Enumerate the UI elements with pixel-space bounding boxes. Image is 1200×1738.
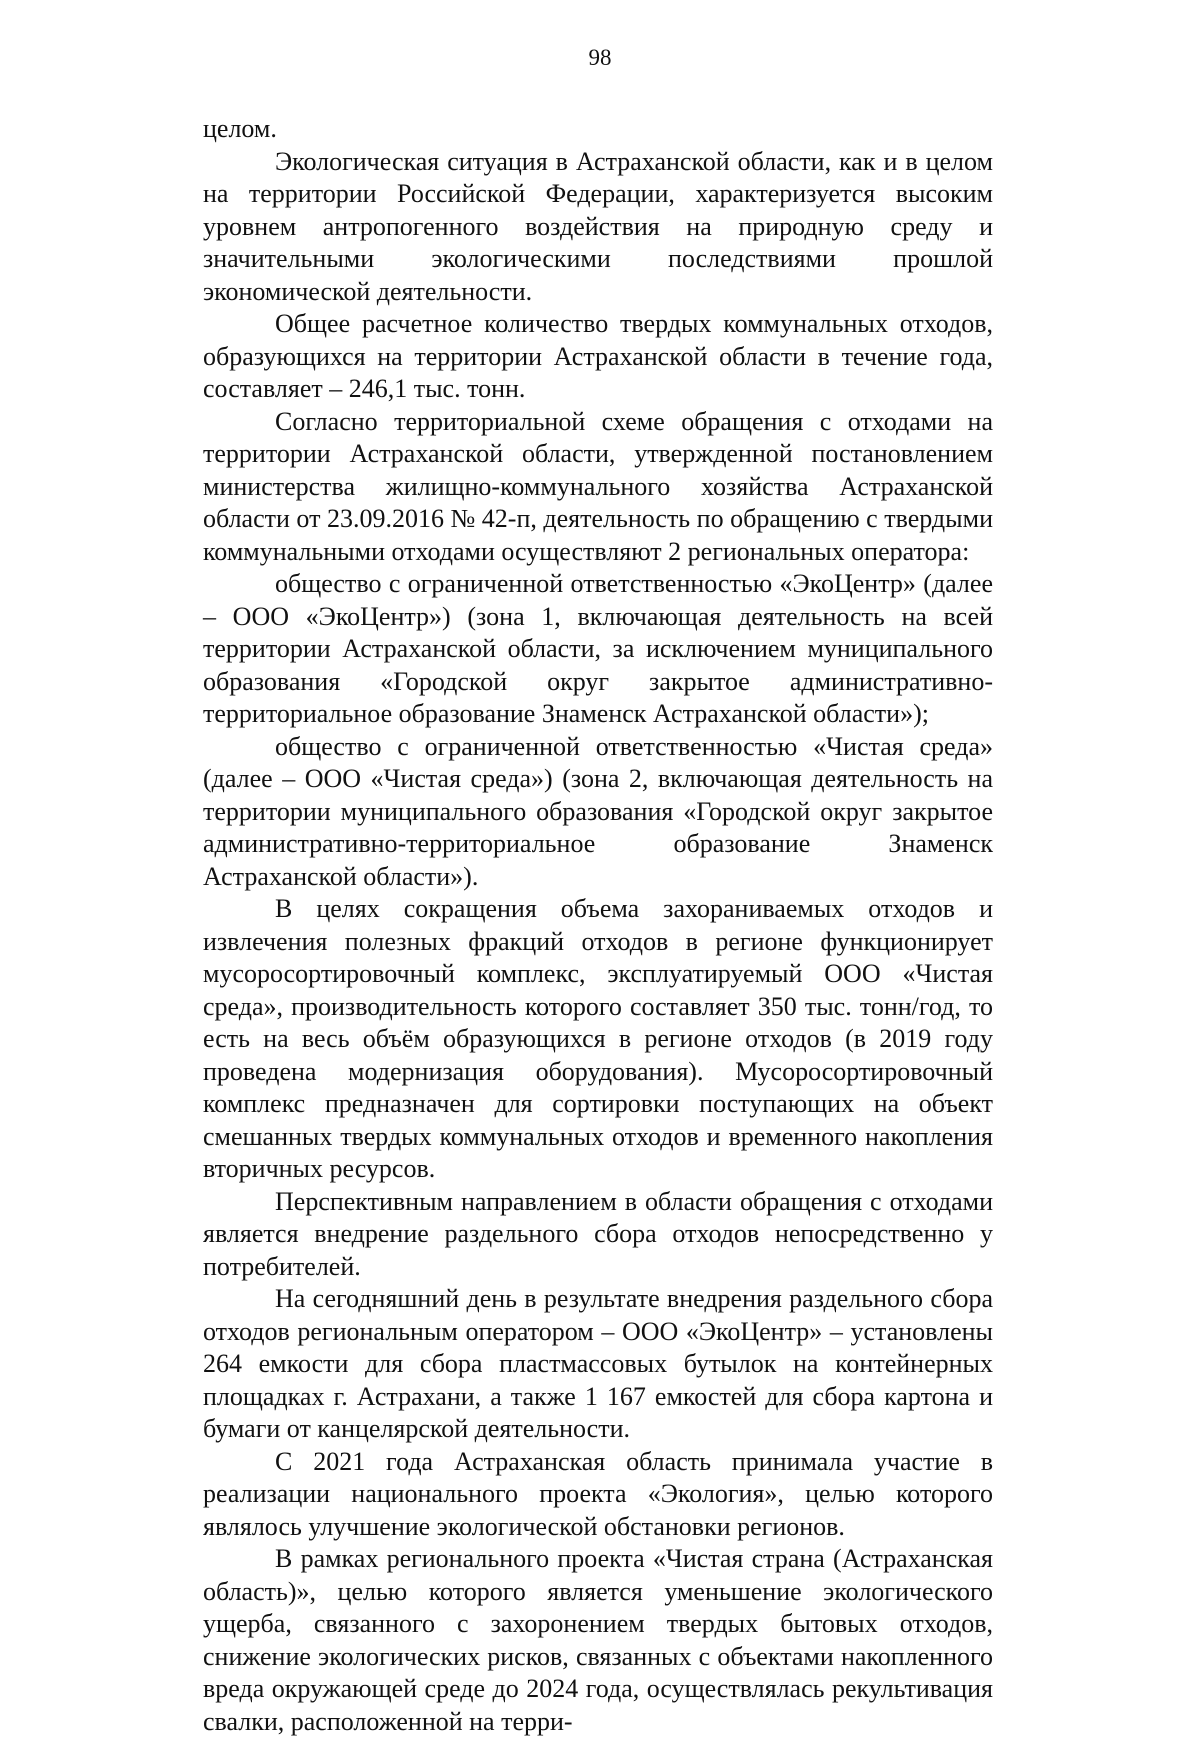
paragraph-continuation: целом. bbox=[203, 114, 277, 143]
paragraph-sorting-complex: В целях сокращения объема захораниваемых отходов и извлечения полезных фракций отходов в регионе функционирует мусоросортировочный комплекс, эксплуатируемый ООО «Чистая среда», производительность которого составляет 350 тыс. тонн/год, то есть на весь объём образующихся в регионе отходов (в 2019 году проведена модернизация оборудования). Мусоросортировочный комплекс предназначен для сортировки поступающих на объект смешанных твердых коммунальных отходов и временного накопления вторичных ресурсов. bbox=[203, 894, 993, 1183]
paragraph-operator-clean-environment: общество с ограниченной ответственностью «Чистая среда» (далее – ООО «Чистая среда») (зона 2, включающая деятельность на территории муниципального образования «Городской округ закрытое административно-территориальное образование Знаменск Астраханской области»). bbox=[203, 731, 993, 891]
paragraph-territorial-scheme: Согласно территориальной схеме обращения с отходами на территории Астраханской области, утвержденной постановлением министерства жилищно-коммунального хозяйства Астраханской области от 23.09.2016 № 42-п, деятельность по обращению с твердыми коммунальными отходами осуществляют 2 региональных оператора: bbox=[203, 406, 993, 566]
body-text bbox=[203, 113, 993, 1738]
paragraph-ecological-situation: Экологическая ситуация в Астраханской области, как и в целом на территории Российской Федерации, характеризуется высоким уровнем антропогенного воздействия на природную среду и значительными экологическими последствиями прошлой экономической деятельности. bbox=[203, 146, 993, 306]
paragraph-national-project: С 2021 года Астраханская область принимала участие в реализации национального проекта «Экология», целью которого являлось улучшение экологической обстановки регионов. bbox=[203, 1446, 993, 1541]
page-number: 98 bbox=[588, 45, 612, 70]
paragraph-containers: На сегодняшний день в результате внедрения раздельного сбора отходов региональным оператором – ООО «ЭкоЦентр» – установлены 264 емкости для сбора пластмассовых бутылок на контейнерных площадках г. Астрахани, а также 1 167 емкостей для сбора картона и бумаги от канцелярской деятельности. bbox=[203, 1284, 993, 1443]
paragraph-operator-ecocenter: общество с ограниченной ответственностью «ЭкоЦентр» (далее – ООО «ЭкоЦентр») (зона 1, включающая деятельность на всей территории Астраханской области, за исключением муниципального образования «Городской округ закрытое административно-территориальное образование Знаменск Астраханской области»); bbox=[203, 569, 993, 728]
paragraph-waste-volume: Общее расчетное количество твердых коммунальных отходов, образующихся на территории Астраханской области в течение года, составляет – 246,1 тыс. тонн. bbox=[203, 309, 993, 403]
paragraph-regional-project: В рамках регионального проекта «Чистая страна (Астраханская область)», целью которого является уменьшение экологического ущерба, связанного с захоронением твердых бытовых отходов, снижение экологических рисков, связанных с объектами накопленного вреда окружающей среде до 2024 года, осуществлялась рекультивация свалки, расположенной на терри- bbox=[203, 1544, 993, 1736]
paragraph-separate-collection: Перспективным направлением в области обращения с отходами является внедрение раздельного сбора отходов непосредственно у потребителей. bbox=[203, 1186, 993, 1281]
